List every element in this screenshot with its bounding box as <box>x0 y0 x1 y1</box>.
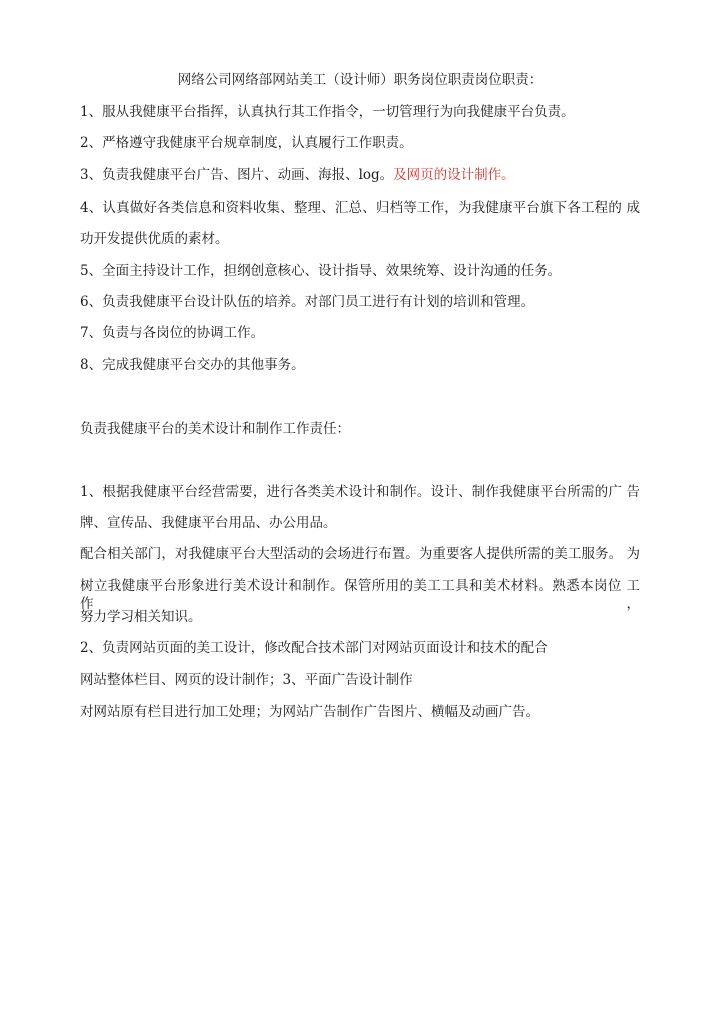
detail-line-2: 牌、宣传品、我健康平台用品、办公用品。 <box>80 515 337 531</box>
section-heading: 负责我健康平台的美术设计和制作工作责任： <box>80 421 350 437</box>
detail-line-4: 树立我健康平台形象进行美术设计和制作。保管所用的美工工具和美术材料。熟悉本岗位 工作， <box>80 578 640 612</box>
duty-line-4-continued: 功开发提供优质的素材。 <box>80 231 229 247</box>
detail-line-6: 2、负责网站页面的美工设计，修改配合技术部门对网站页面设计和技术的配合 <box>80 640 548 656</box>
duty-line-3-highlight: 及网页的设计制作。 <box>393 167 515 183</box>
duty-line-2: 2、严格遵守我健康平台规章制度，认真履行工作职责。 <box>80 135 413 151</box>
detail-line-5: 努力学习相关知识。 <box>80 609 202 625</box>
duty-line-1: 1、服从我健康平台指挥，认真执行其工作指令，一切管理行为向我健康平台负责。 <box>80 104 575 120</box>
document-title: 网络公司网络部网站美工（设计师）职务岗位职责岗位职责： <box>177 72 543 88</box>
duty-line-4: 4、认真做好各类信息和资料收集、整理、汇总、归档等工作，为我健康平台旗下各工程的 成 <box>80 200 640 216</box>
detail-line-3: 配合相关部门，对我健康平台大型活动的会场进行布置。为重要客人提供所需的美工服务。 为 <box>80 546 640 562</box>
detail-line-7: 网站整体栏目、网页的设计制作；3、平面广告设计制作 <box>80 672 413 688</box>
duty-line-3-text: 3、负责我健康平台广告、图片、动画、海报、log。 <box>80 167 394 183</box>
detail-line-8: 对网站原有栏目进行加工处理；为网站广告制作广告图片、横幅及动画广告。 <box>80 704 539 720</box>
duty-line-7: 7、负责与各岗位的协调工作。 <box>80 325 265 341</box>
detail-line-1: 1、根据我健康平台经营需要，进行各类美术设计和制作。设计、制作我健康平台所需的广 告 <box>80 484 640 500</box>
duty-line-3 <box>80 166 515 184</box>
duty-line-6: 6、负责我健康平台设计队伍的培养。对部门员工进行有计划的培训和管理。 <box>80 294 535 310</box>
duty-line-5: 5、全面主持设计工作，担纲创意核心、设计指导、效果统筹、设计沟通的任务。 <box>80 263 562 279</box>
duty-line-8: 8、完成我健康平台交办的其他事务。 <box>80 357 305 373</box>
